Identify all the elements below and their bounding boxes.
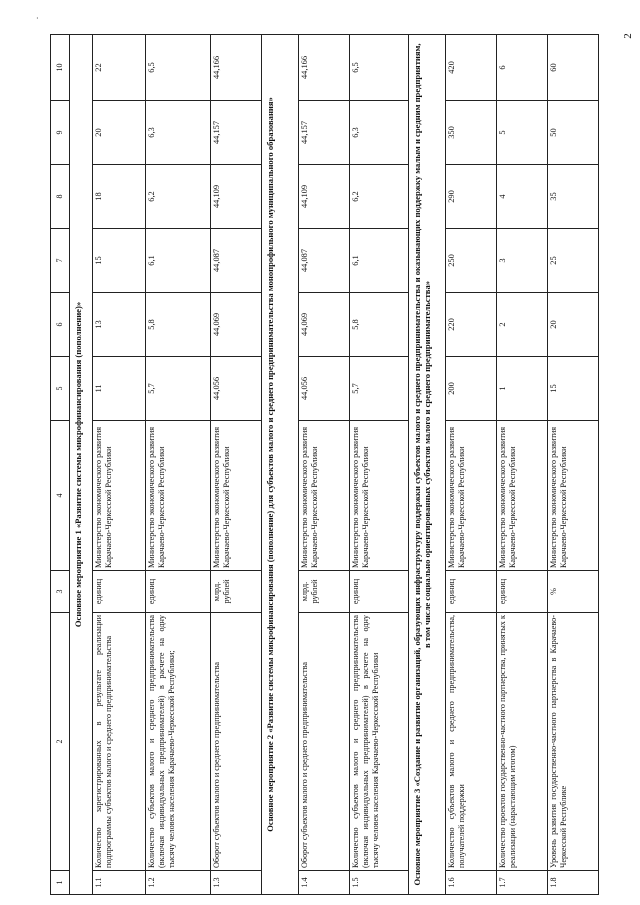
table-row — [146, 35, 211, 895]
indicator-name: Оборот субъектов малого и среднего предпринимательства — [211, 613, 262, 871]
row-number: 1.2 — [146, 871, 211, 895]
value-cell: 3 — [497, 229, 548, 293]
unit-cell: млрд. рублей — [299, 571, 350, 613]
value-cell: 15 — [93, 229, 146, 293]
rotated-page — [50, 35, 630, 895]
value-cell: 44,056 — [299, 357, 350, 421]
unit-cell: млрд. рублей — [211, 571, 262, 613]
value-cell: 18 — [93, 165, 146, 229]
value-cell: 60 — [548, 35, 599, 101]
value-cell: 13 — [93, 293, 146, 357]
value-cell: 44,069 — [299, 293, 350, 357]
value-cell: 6,2 — [146, 165, 211, 229]
indicators-table — [50, 34, 599, 895]
executor-cell: Министерство экономического развития Карачаево-Черкесской Республики — [350, 421, 409, 571]
value-cell: 2 — [497, 293, 548, 357]
section-row — [70, 35, 93, 895]
value-cell: 22 — [93, 35, 146, 101]
row-number: 1.3 — [211, 871, 262, 895]
indicator-name: Количество проектов государственно-частного партнерства, принятых к реализации (нарастающим итогом) — [497, 613, 548, 871]
value-cell: 6,1 — [350, 229, 409, 293]
table-row — [350, 35, 409, 895]
indicator-name: Уровень развития государственно-частного партнерства в Карачаево-Черкесской Республике — [548, 613, 599, 871]
value-cell: 6,3 — [350, 101, 409, 165]
value-cell: 6,2 — [350, 165, 409, 229]
value-cell: 220 — [446, 293, 497, 357]
unit-cell: единиц — [350, 571, 409, 613]
value-cell: 6 — [497, 35, 548, 101]
value-cell: 44,087 — [299, 229, 350, 293]
value-cell: 11 — [93, 357, 146, 421]
value-cell: 44,157 — [211, 101, 262, 165]
header-cell: 6 — [51, 293, 70, 357]
section-title: Основное мероприятие 2 «Развитие системы микрофинансирования (пополнение) для субъектов малого и среднего предпринимательства монопрофильного муниципального образования» — [262, 35, 299, 895]
table-row — [299, 35, 350, 895]
header-cell: 8 — [51, 165, 70, 229]
header-cell: 3 — [51, 571, 70, 613]
executor-cell: Министерство экономического развития Карачаево-Черкесской Республики — [93, 421, 146, 571]
header-cell: 1 — [51, 871, 70, 895]
row-number: 1.1 — [93, 871, 146, 895]
executor-cell: Министерство экономического развития Карачаево-Черкесской Республики — [211, 421, 262, 571]
unit-cell: % — [548, 571, 599, 613]
scan-mark: · — [36, 14, 39, 23]
value-cell: 4 — [497, 165, 548, 229]
value-cell: 44,166 — [211, 35, 262, 101]
indicator-name: Количество зарегистрированных в результате реализации подпрограммы субъектов малого и среднего предпринимательства — [93, 613, 146, 871]
table-row — [211, 35, 262, 895]
page-number: 2 — [621, 33, 634, 39]
unit-cell: единиц — [497, 571, 548, 613]
header-cell: 10 — [51, 35, 70, 101]
row-number: 1.5 — [350, 871, 409, 895]
unit-cell: единиц — [93, 571, 146, 613]
value-cell: 5,7 — [350, 357, 409, 421]
header-cell: 7 — [51, 229, 70, 293]
value-cell: 6,3 — [146, 101, 211, 165]
value-cell: 44,109 — [299, 165, 350, 229]
executor-cell: Министерство экономического развития Карачаево-Черкесской Республики — [497, 421, 548, 571]
table-row — [497, 35, 548, 895]
value-cell: 20 — [548, 293, 599, 357]
unit-cell: единиц — [146, 571, 211, 613]
header-cell: 5 — [51, 357, 70, 421]
value-cell: 6,1 — [146, 229, 211, 293]
value-cell: 250 — [446, 229, 497, 293]
indicator-name: Количество субъектов малого и среднего предпринимательства, получателей поддержки — [446, 613, 497, 871]
value-cell: 15 — [548, 357, 599, 421]
value-cell: 44,069 — [211, 293, 262, 357]
value-cell: 50 — [548, 101, 599, 165]
executor-cell: Министерство экономического развития Карачаево-Черкесской Республики — [548, 421, 599, 571]
value-cell: 44,109 — [211, 165, 262, 229]
value-cell: 6,5 — [350, 35, 409, 101]
value-cell: 44,087 — [211, 229, 262, 293]
row-number: 1.8 — [548, 871, 599, 895]
table-row — [548, 35, 599, 895]
value-cell: 420 — [446, 35, 497, 101]
value-cell: 1 — [497, 357, 548, 421]
value-cell: 350 — [446, 101, 497, 165]
value-cell: 44,056 — [211, 357, 262, 421]
section-row — [409, 35, 446, 895]
header-cell: 2 — [51, 613, 70, 871]
header-cell: 9 — [51, 101, 70, 165]
unit-cell: единиц — [446, 571, 497, 613]
executor-cell: Министерство экономического развития Карачаево-Черкесской Республики — [146, 421, 211, 571]
value-cell: 5,7 — [146, 357, 211, 421]
row-number: 1.6 — [446, 871, 497, 895]
value-cell: 200 — [446, 357, 497, 421]
executor-cell: Министерство экономического развития Карачаево-Черкесской Республики — [299, 421, 350, 571]
section-row — [262, 35, 299, 895]
indicator-name: Количество субъектов малого и среднего предпринимательства (включая индивидуальных предпринимателей) в расчете на одну тысячу человек населения Карачаево-Черкесской Республики; — [146, 613, 211, 871]
table-row — [446, 35, 497, 895]
table-row — [93, 35, 146, 895]
value-cell: 6,5 — [146, 35, 211, 101]
header-row — [51, 35, 70, 895]
header-cell: 4 — [51, 421, 70, 571]
row-number: 1.7 — [497, 871, 548, 895]
section-title: Основное мероприятие 3 «Создание и развитие организаций, образующих инфраструктуру поддержки субъектов малого и среднего предпринимательства и оказывающих поддержку малым и средним предприятиям, в том числе социально ориентированных субъектов малого и среднего предпринимательства» — [409, 35, 446, 895]
value-cell: 20 — [93, 101, 146, 165]
value-cell: 35 — [548, 165, 599, 229]
value-cell: 5 — [497, 101, 548, 165]
section-title: Основное мероприятие 1 «Развитие системы микрофинансирования (пополнение)» — [70, 35, 93, 895]
value-cell: 5,8 — [146, 293, 211, 357]
value-cell: 44,157 — [299, 101, 350, 165]
indicator-name: Количество субъектов малого и среднего предпринимательства (включая индивидуальных предпринимателей) в расчете на одну тысячу человек населения Карачаево-Черкесской Республики — [350, 613, 409, 871]
value-cell: 44,166 — [299, 35, 350, 101]
value-cell: 25 — [548, 229, 599, 293]
indicator-name: Оборот субъектов малого и среднего предпринимательства — [299, 613, 350, 871]
table-body — [51, 35, 599, 895]
value-cell: 5,8 — [350, 293, 409, 357]
value-cell: 290 — [446, 165, 497, 229]
row-number: 1.4 — [299, 871, 350, 895]
executor-cell: Министерство экономического развития Карачаево-Черкесской Республики — [446, 421, 497, 571]
